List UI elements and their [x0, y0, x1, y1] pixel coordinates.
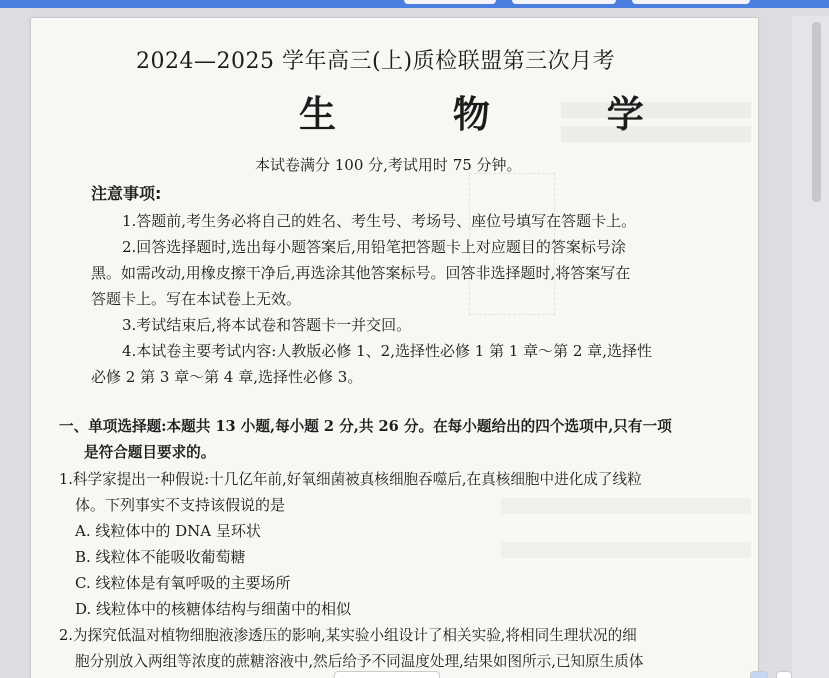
- bleed-through-text: [501, 542, 751, 558]
- notice-line: 2.回答选择题时,选出每小题答案后,用铅笔把答题卡上对应题目的答案标号涂: [122, 238, 626, 256]
- section-heading-cont: 是符合题目要求的。: [84, 444, 216, 461]
- notice-line: 答题卡上。写在本试卷上无效。: [91, 290, 302, 308]
- notice-line: 黑。如需改动,用橡皮擦干净后,再选涂其他答案标号。回答非选择题时,将答案写在: [91, 264, 631, 282]
- window-title-bar: [0, 0, 829, 8]
- question-1-option-c: C. 线粒体是有氧呼吸的主要场所: [75, 574, 291, 592]
- document-page: [31, 18, 758, 678]
- scrollbar-track[interactable]: [792, 16, 829, 678]
- exam-info: 本试卷满分 100 分,考试用时 75 分钟。: [255, 156, 522, 174]
- notice-line: 1.答题前,考生务必将自己的姓名、考生号、考场号、座位号填写在答题卡上。: [122, 212, 637, 230]
- bleed-through-text: [501, 498, 751, 514]
- question-1-option-a: A. 线粒体中的 DNA 呈环状: [75, 522, 261, 540]
- question-1-stem: 1.科学家提出一种假说:十几亿年前,好氧细菌被真核细胞吞噬后,在真核细胞中进化成了线粒: [59, 471, 642, 488]
- section-heading: 一、单项选择题:本题共 13 小题,每小题 2 分,共 26 分。在每小题给出的四个选项中,只有一项: [59, 418, 672, 435]
- notice-line: 4.本试卷主要考试内容:人教版必修 1、2,选择性必修 1 第 1 章～第 2 章,选择性: [122, 342, 652, 360]
- question-1-option-d: D. 线粒体中的核糖体结构与细菌中的相似: [75, 600, 352, 618]
- view-mode-button[interactable]: [776, 671, 792, 678]
- question-2-stem: 2.为探究低温对植物细胞液渗透压的影响,某实验小组设计了相关实验,将相同生理状况的细: [59, 627, 637, 644]
- notice-line: 必修 2 第 3 章～第 4 章,选择性必修 3。: [91, 368, 363, 386]
- page-nav-button[interactable]: [334, 671, 440, 678]
- question-1-option-b: B. 线粒体不能吸收葡萄糖: [75, 548, 246, 566]
- scrollbar-thumb[interactable]: [812, 22, 821, 202]
- toolbar-tab[interactable]: [632, 0, 750, 4]
- exam-title: 2024—2025 学年高三(上)质检联盟第三次月考: [136, 49, 616, 74]
- question-1-stem-cont: 体。下列事实不支持该假说的是: [75, 496, 286, 514]
- question-2-stem-cont: 胞分别放入两组等浓度的蔗糖溶液中,然后给予不同温度处理,结果如图所示,已知原生质体: [75, 653, 644, 670]
- view-mode-button[interactable]: [750, 671, 768, 678]
- notice-line: 3.考试结束后,将本试卷和答题卡一并交回。: [122, 316, 412, 334]
- exam-subject: 生 物 学: [299, 92, 696, 136]
- toolbar-tab[interactable]: [512, 0, 616, 4]
- notice-heading: 注意事项:: [91, 184, 162, 203]
- toolbar-tab[interactable]: [404, 0, 496, 4]
